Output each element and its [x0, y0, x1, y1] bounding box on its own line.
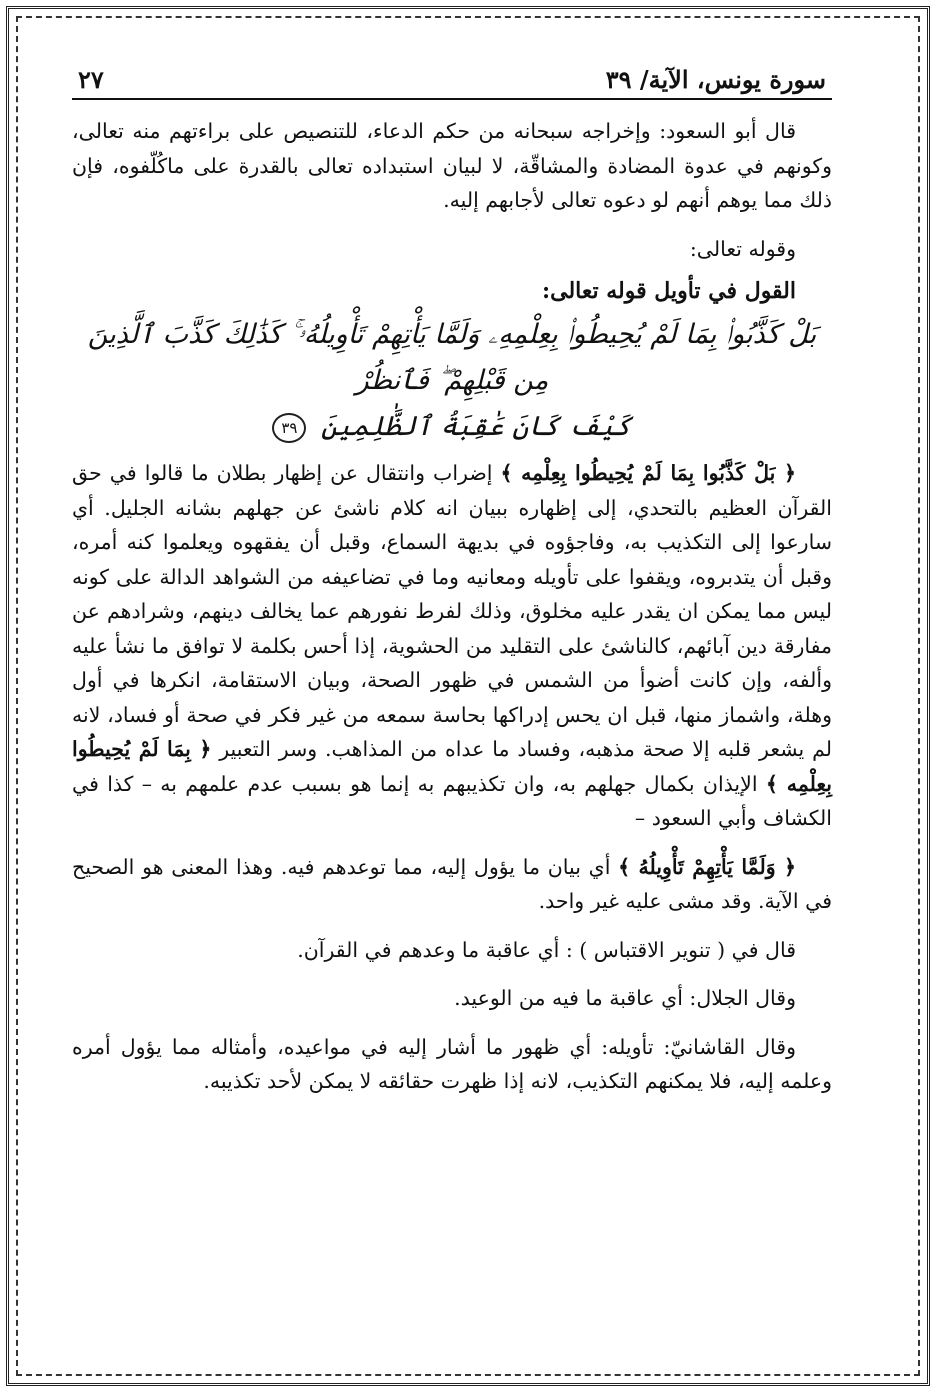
- paragraph-jalal: وقال الجلال: أي عاقبة ما فيه من الوعيد.: [454, 986, 796, 1010]
- paragraph-tafsir-main: [72, 456, 832, 836]
- paragraph-qashani: وقال القاشانيّ: تأويله: أي ظهور ما أشار إليه في مواعيده، وأمثاله مما يؤول أمره وعلمه إليه، فلا يمكنهم التكذيب، لانه إذا ظهرت حقائقه لا يمكن لأحد تكذيبه.: [72, 1034, 832, 1093]
- quote-walamma-yatihim: ﴿ وَلَمَّا يَأْتِهِمْ تَأْوِيلُهُ ﴾: [618, 854, 796, 879]
- page-number: ٢٧: [78, 65, 104, 94]
- paragraph-wa-qawluhu: وقوله تعالى:: [689, 236, 796, 261]
- verse-line-2-text: كَيْفَ كَانَ عَٰقِبَةُ ٱلظَّٰلِمِينَ: [321, 411, 632, 442]
- paragraph-tanwir: قال في ( تنوير الاقتباس ) : أي عاقبة ما وعدهم في القرآن.: [297, 937, 796, 962]
- verse-line-1: بَلْ كَذَّبُوا۟ بِمَا لَمْ يُحِيطُوا۟ بِعِلْمِهِۦ وَلَمَّا يَأْتِهِمْ تَأْوِيلُهُۥ ۚ كَذَٰلِكَ كَذَّبَ ٱلَّذِينَ مِن قَبْلِهِمْ ۖ فَٱنظُرْ: [87, 319, 817, 396]
- page-content: [72, 60, 832, 1360]
- quote-bal-kadhabu: ﴿ بَلْ كَذَّبُوا بِمَا لَمْ يُحِيطُوا بِعِلْمِه ﴾: [500, 461, 796, 485]
- paragraph-abu-al-suud: قال أبو السعود: وإخراجه سبحانه من حكم الدعاء، للتنصيص على براءتهم منه تعالى، وكونهم في عدوة المضادة والمشاقّة، لا لبيان استبداده تعالى بالقدرة على ماكُلّفوه، فإن ذلك مما يوهم أنهم لو دعوه تعالى لأجابهم إليه.: [72, 119, 832, 212]
- tafsir-text-2: الإيذان بكمال جهلهم به، وان تكذيبهم به إنما هو بسبب عدم علمهم به – كذا في الكشاف وأبي السعود –: [72, 771, 832, 830]
- quote-bima-lam-yuhitu: ﴿ بِمَا لَمْ يُحِيطُوا بِعِلْمِه ﴾: [72, 737, 832, 796]
- walamma-text: أي بيان ما يؤول إليه، مما توعدهم فيه. وهذا المعنى هو الصحيح في الآية. وقد مشى عليه غير واحد.: [72, 854, 832, 913]
- paragraph-walamma: [72, 850, 832, 919]
- running-title: سورة يونس، الآية/ ٣٩: [605, 65, 826, 94]
- ayah-number-marker: ٣٩: [272, 413, 306, 443]
- quran-verse: [72, 312, 832, 450]
- section-heading: القول في تأويل قوله تعالى:: [542, 278, 796, 304]
- verse-line-2: [72, 404, 832, 450]
- page-header: [72, 60, 832, 100]
- tafsir-text-1: إضراب وانتقال عن إظهار بطلان ما قالوا في حق القرآن العظيم بالتحدي، إلى إظهاره ببيان انه كلام ناشئ عن جهلهم بشانه الجليل. أي سارعوا إلى التكذيب به، وفاجؤوه في بديهة السماع، وقبل أن يفقهوه ويعلموا كنه أمره، وقبل أن يتدبروه، ويقفوا على تأويله ومعانيه وما في تضاعيفه من الشواهد الدالة على كونه ليس مما يمكن ان يقدر عليه مخلوق، وذلك لفرط نفورهم عما يخالف دينهم، وشرادهم عن مفارقة دين آبائهم، كالناشئ على التقليد من الحشوية، إذا أحس بكلمة لا توافق ما نشأ عليه وألفه، وإن كانت أضوأ من الشمس في ظهور الصحة، وبيان الاستقامة، انكرها في أول وهلة، واشماز منها، قبل ان يحس إدراكها بحاسة سمعه من غير فكر في صحة أو فساد، لانه لم يشعر قلبه إلا صحة مذهبه، وفساد ما عداه من المذاهب. وسر التعبير: [72, 461, 832, 761]
